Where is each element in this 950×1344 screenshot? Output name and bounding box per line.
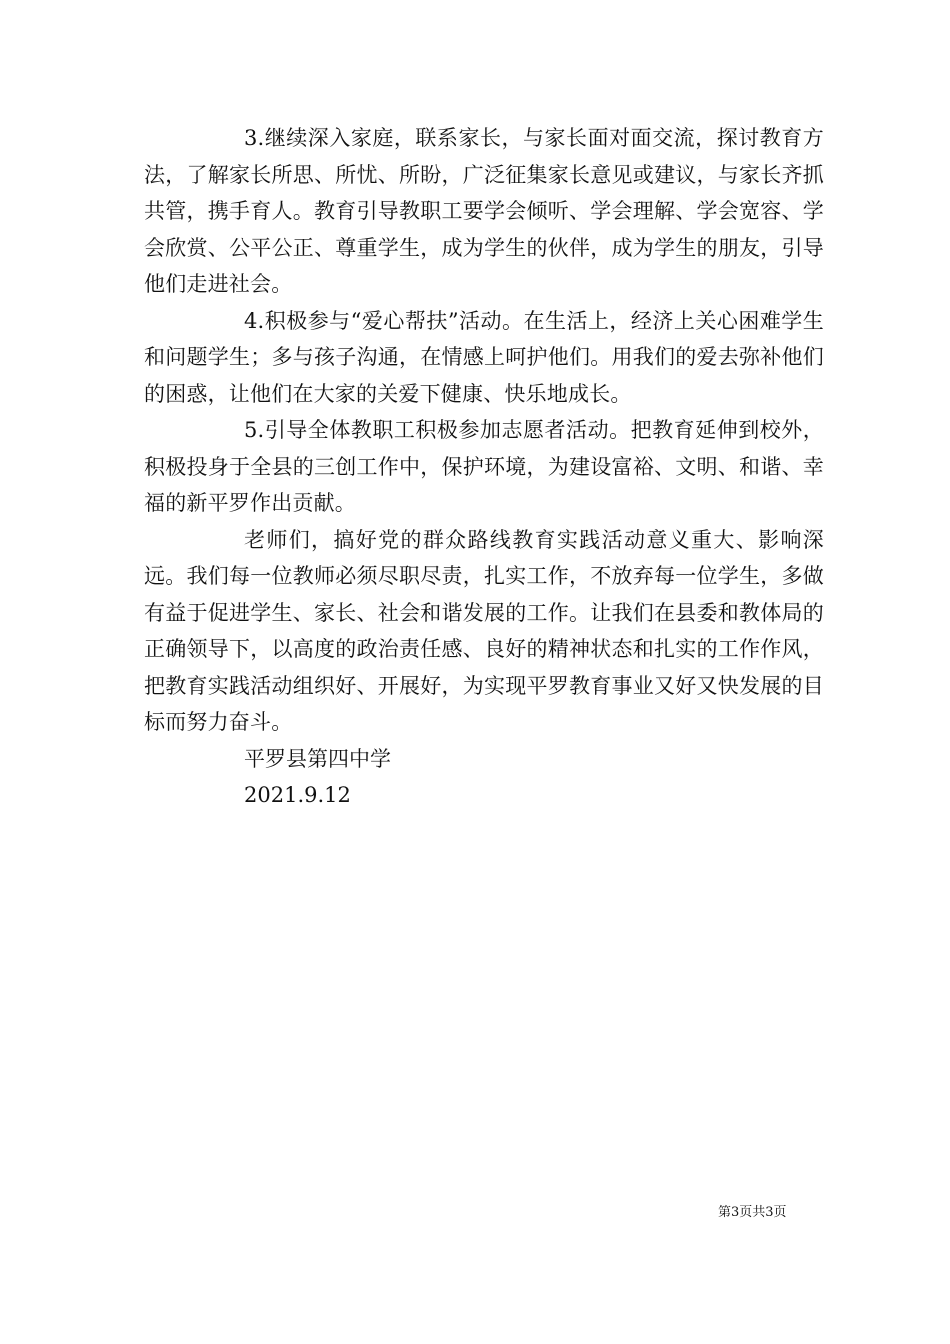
signature-organization: 平罗县第四中学 (244, 746, 391, 771)
paragraph-item-5: 5.引导全体教职工积极参加志愿者活动。把教育延伸到校外，积极投身于全县的三创工作中，保护环境，为建设富裕、文明、和谐、幸福的新平罗作出贡献。 (144, 418, 824, 515)
paragraph-item-4: 4.积极参与“爱心帮扶”活动。在生活上，经济上关心困难学生和问题学生；多与孩子沟通，在情感上呵护他们。用我们的爱去弥补他们的困惑，让他们在大家的关爱下健康、快乐地成长。 (144, 308, 824, 406)
signature-date: 2021.9.12 (244, 783, 351, 807)
paragraph-item-3: 3.继续深入家庭，联系家长，与家长面对面交流，探讨教育方法，了解家长所思、所忧、所盼，广泛征集家长意见或建议，与家长齐抓共管，携手育人。教育引导教职工要学会倾听、学会理解、学会宽容、学会欣赏、公平公正、尊重学生，成为学生的伙伴，成为学生的朋友，引导他们走进社会。 (144, 126, 824, 296)
closing-paragraph: 老师们，搞好党的群众路线教育实践活动意义重大、影响深远。我们每一位教师必须尽职尽责，扎实工作，不放弃每一位学生，多做有益于促进学生、家长、社会和谐发展的工作。让我们在县委和教体局的正确领导下，以高度的政治责任感、良好的精神状态和扎实的工作作风，把教育实践活动组织好、开展好，为实现平罗教育事业又好又快发展的目标而努力奋斗。 (144, 527, 824, 734)
page-number-footer: 第3页共3页 (718, 1205, 787, 1220)
document-body (144, 120, 824, 814)
